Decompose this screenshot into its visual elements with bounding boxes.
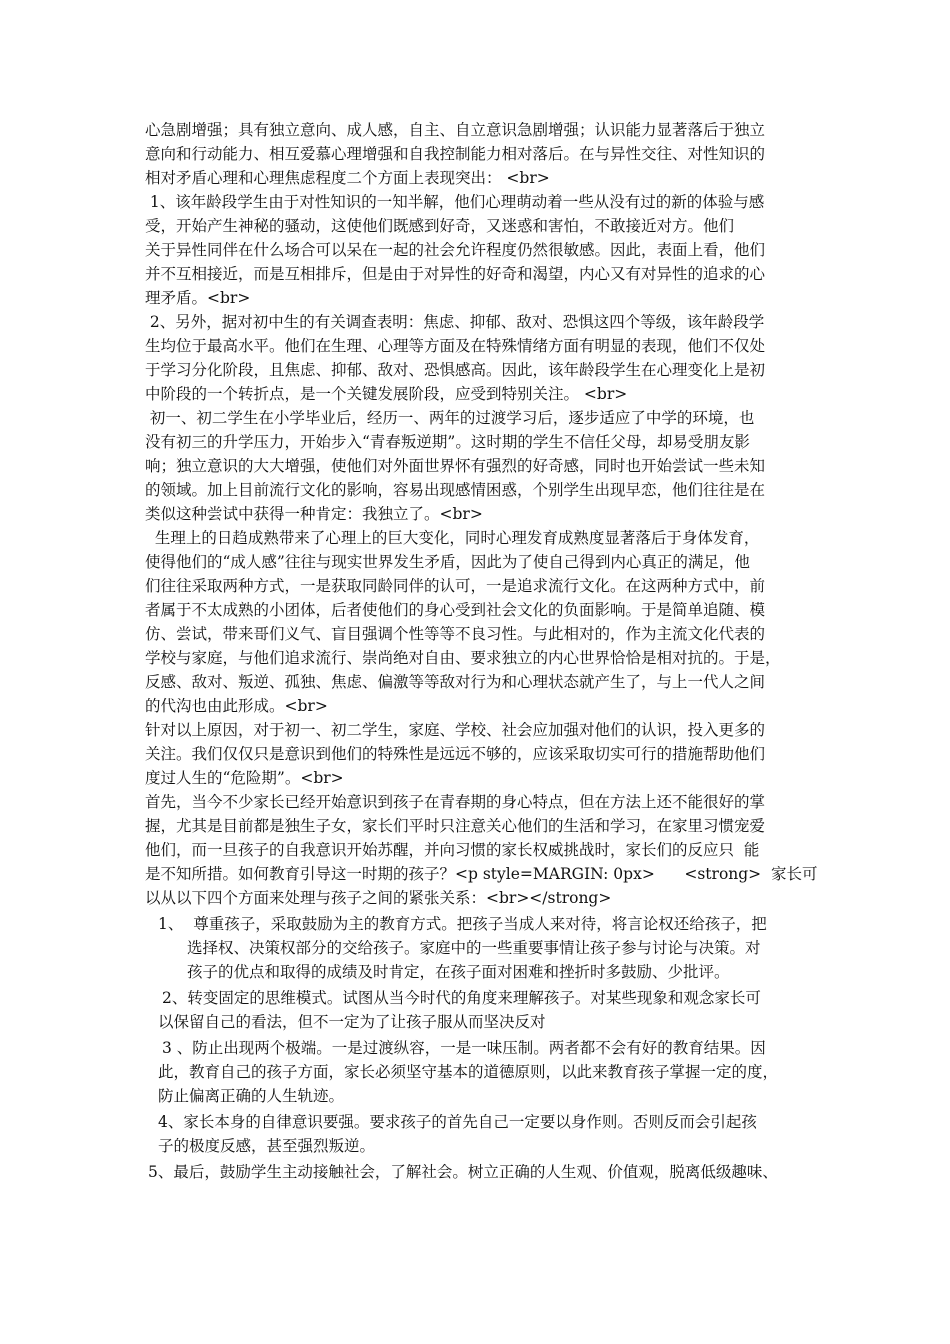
text-line: 握，尤其是目前都是独生子女，家长们平时只注意关心他们的生活和学习，在家里习惯宠爱 [145,817,766,835]
text-line: 的代沟也由此形成。<br> [145,697,328,715]
list-item-line: 选择权、决策权部分的交给孩子。家庭中的一些重要事情让孩子参与讨论与决策。对 [187,939,761,957]
text-line: 相对矛盾心理和心理焦虑程度二个方面上表现突出： <br> [145,169,550,187]
list-item-line: 子的极度反感，甚至强烈叛逆。 [158,1137,376,1155]
text-line: 类似这种尝试中获得一种肯定：我独立了。<br> [145,505,483,523]
text-line: 使得他们的“成人感”往往与现实世界发生矛盾，因此为了使自己得到内心真正的满足，他 [145,553,750,571]
text-line: 没有初三的升学压力，开始步入“青春叛逆期”。这时期的学生不信任父母，却易受朋友影 [145,433,750,451]
text-line: 2、另外，据对初中生的有关调查表明：焦虑、抑郁、敌对、恐惧这四个等级，该年龄段学 [145,313,765,331]
text-line: 并不互相接近，而是互相排斥，但是由于对异性的好奇和渴望，内心又有对异性的追求的心 [145,265,766,283]
text-line: 生理上的日趋成熟带来了心理上的巨大变化，同时心理发育成熟度显著落后于身体发育， [145,529,760,547]
list-item-line: 4、家长本身的自律意识要强。要求孩子的首先自己一定要以身作则。否则反而会引起孩 [158,1113,757,1131]
text-line: 受，开始产生神秘的骚动，这使他们既感到好奇，又迷惑和害怕，不敢接近对方。他们 [145,217,735,235]
text-line: 者属于不太成熟的小团体，后者使他们的身心受到社会文化的负面影响。于是简单追随、模 [145,601,766,619]
text-line: 生均位于最高水平。他们在生理、心理等方面及在特殊情绪方面有明显的表现，他们不仅处 [145,337,766,355]
list-item-line: 以保留自己的看法，但不一定为了让孩子服从而坚决反对 [158,1013,546,1031]
list-item-line: 此，教育自己的孩子方面，家长必须坚守基本的道德原则，以此来教育孩子掌握一定的度， [158,1063,779,1081]
text-line: 关于异性同伴在什么场合可以呆在一起的社会允许程度仍然很敏感。因此，表面上看，他们 [145,241,766,259]
text-line: 的领域。加上目前流行文化的影响，容易出现感情困惑，个别学生出现早恋，他们往往是在 [145,481,766,499]
text-line: 初一、初二学生在小学毕业后，经历一、两年的过渡学习后，逐步适应了中学的环境，也 [145,409,755,427]
text-line: 针对以上原因，对于初一、初二学生，家庭、学校、社会应加强对他们的认识，投入更多的 [145,721,766,739]
text-line: 仿、尝试，带来哥们义气、盲目强调个性等等不良习性。与此相对的，作为主流文化代表的 [145,625,766,643]
text-line: 关注。我们仅仅只是意识到他们的特殊性是远远不够的，应该采取切实可行的措施帮助他们 [145,745,766,763]
text-line: 心急剧增强；具有独立意向、成人感，自主、自立意识急剧增强；认识能力显著落后于独立 [145,121,766,139]
list-item-line: 3 、防止出现两个极端。一是过渡纵容，一是一味压制。两者都不会有好的教育结果。因 [162,1039,766,1057]
text-line: 反感、敌对、叛逆、孤独、焦虑、偏激等等敌对行为和心理状态就产生了，与上一代人之间 [145,673,766,691]
text-line: 中阶段的一个转折点，是一个关键发展阶段，应受到特别关注。 <br> [145,385,628,403]
list-item-line: 孩子的优点和取得的成绩及时肯定，在孩子面对困难和挫折时多鼓励、少批评。 [187,963,730,981]
text-line: 学校与家庭，与他们追求流行、崇尚绝对自由、要求独立的内心世界恰恰是相对抗的。于是， [145,649,781,667]
text-line: 他们，而一旦孩子的自我意识开始苏醒，并向习惯的家长权威挑战时，家长们的反应只 能 [145,841,760,859]
text-line: 意向和行动能力、相互爱慕心理增强和自我控制能力相对落后。在与异性交往、对性知识的 [145,145,766,163]
text-line: 是不知所措。如何教育引导这一时期的孩子？<p style=MARGIN: 0px> <strong> 家长可 [145,865,818,883]
text-line: 于学习分化阶段，且焦虑、抑郁、敌对、恐惧感高。因此，该年龄段学生在心理变化上是初 [145,361,766,379]
text-line: 理矛盾。<br> [145,289,251,307]
text-line: 1、该年龄段学生由于对性知识的一知半解，他们心理萌动着一些从没有过的新的体验与感 [145,193,765,211]
list-item-line: 2、转变固定的思维模式。试图从当今时代的角度来理解孩子。对某些现象和观念家长可 [162,989,761,1007]
list-item-line: 5、最后，鼓励学生主动接触社会，了解社会。树立正确的人生观、价值观，脱离低级趣味、 [148,1163,778,1181]
text-line: 首先，当今不少家长已经开始意识到孩子在青春期的身心特点，但在方法上还不能很好的掌 [145,793,766,811]
text-line: 以从以下四个方面来处理与孩子之间的紧张关系：<br></strong> [145,889,612,907]
text-line: 们往往采取两种方式，一是获取同龄同伴的认可，一是追求流行文化。在这两种方式中，前 [145,577,766,595]
list-item-line: 1、 尊重孩子，采取鼓励为主的教育方式。把孩子当成人来对待，将言论权还给孩子，把 [158,915,767,933]
text-line: 响；独立意识的大大增强，使他们对外面世界怀有强烈的好奇感，同时也开始尝试一些未知 [145,457,766,475]
list-item-line: 防止偏离正确的人生轨迹。 [158,1087,345,1105]
text-line: 度过人生的“危险期”。<br> [145,769,344,787]
